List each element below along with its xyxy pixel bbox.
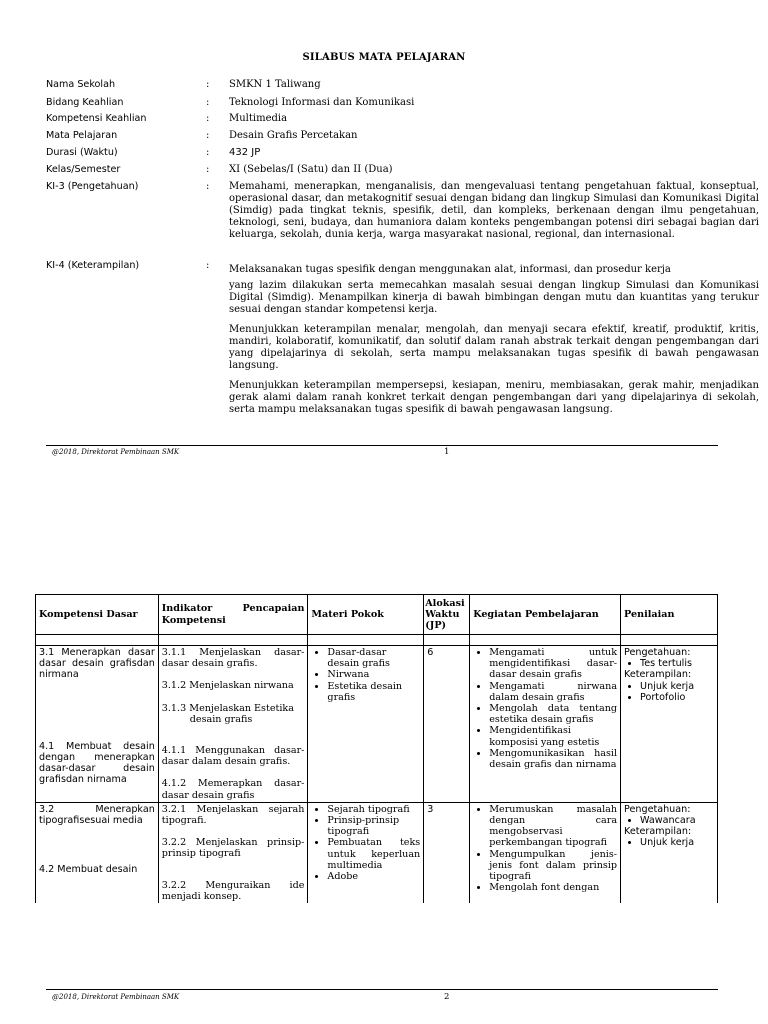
alokasi-cell: 3 — [424, 802, 470, 903]
table-row — [36, 646, 718, 803]
ki4-line1: Melaksanakan tugas spesifik dengan menggunakan alat, informasi, dan prosedur kerja — [229, 264, 671, 275]
colon: : — [206, 130, 210, 141]
colon: : — [206, 147, 210, 158]
field-label: Durasi (Waktu) — [46, 147, 118, 158]
kd-cell — [36, 646, 159, 803]
colon: : — [206, 97, 210, 108]
kd-text: 3.1 Menerapkan dasar dasar desain grafisdan nirmana — [39, 647, 155, 681]
field-value: 432 JP — [229, 147, 261, 158]
field-value: Multimedia — [229, 113, 288, 124]
ipk-item: desain grafis — [189, 713, 253, 725]
footer-rule — [46, 445, 718, 446]
field-value: Teknologi Informasi dan Komunikasi — [229, 97, 415, 108]
ipk-item: 3.2.2 Menjelaskan prinsip-prinsip tipografi — [161, 837, 305, 860]
page-title: SILABUS MATA PELAJARAN — [302, 52, 466, 63]
header-materi-pokok: Materi Pokok — [308, 595, 424, 635]
field-value: Desain Grafis Percetakan — [229, 130, 358, 141]
kd-text: 3.2 Menerapkan tipografisesuai media — [39, 803, 155, 827]
ipk-item: 3.2.2 Menguraikan ide menjadi konsep. — [161, 879, 305, 902]
materi-cell — [308, 802, 424, 903]
pengetahuan-label: Pengetahuan: — [624, 647, 691, 658]
penilaian-item: • Unjuk kerja — [640, 681, 714, 692]
ki4-para3: Menunjukkan keterampilan mempersepsi, kesiapan, meniru, membiasakan, gerak mahir, menjadikan gerak alami dalam ranah konkret terkait dengan pengembangan dari yang dipelajarinya di sekolah, serta mampu melaksanakan tugas spesifik di bawah pengawasan langsung. — [229, 380, 759, 415]
materi-item: • Pembuatan teks untuk keperluan multimedia — [327, 837, 420, 871]
field-label: Kompetensi Keahlian — [46, 113, 147, 124]
pengetahuan-label: Pengetahuan: — [624, 803, 691, 815]
colon: : — [206, 113, 210, 124]
ipk-item: 4.1.1 Menggunakan dasar-dasar dalam desain grafis. — [161, 745, 305, 768]
penilaian-item: • Unjuk kerja — [640, 837, 714, 848]
ki3-text: Memahami, menerapkan, menganalisis, dan mengevaluasi tentang pengetahuan faktual, konseptual, operasional dasar, dan metakognitif sesuai dengan bidang dan lingkup Simulasi dan Komunikasi Digital (Simdig) pada tingkat teknis, spesifik, detil, dan kompleks, berkenaan dengan ilmu pengetahuan, teknologi, seni, budaya, dan humaniora dalam konteks pengembangan potensi diri sebagai bagian dari keluarga, sekolah, dunia kerja, warga masyarakat nasional, regional, dan internasional. — [229, 181, 759, 241]
field-label: Bidang Keahlian — [46, 97, 124, 108]
ipk-item: 4.1.2 Memerapkan dasar-dasar desain grafis — [161, 778, 305, 801]
ipk-item: 3.1.2 Menjelaskan nirwana — [161, 680, 294, 692]
syllabus-table — [35, 594, 718, 903]
ipk-cell — [158, 802, 308, 903]
kegiatan-item: • Mengomunikasikan hasil desain grafis dan nirnama — [489, 748, 617, 770]
keterampilan-label: Keterampilan: — [624, 826, 692, 838]
footer-text: @2018, Direktorat Pembinaan SMK — [52, 993, 180, 1001]
kegiatan-item: • Mengamati untuk mengidentifikasi dasar-dasar desain grafis — [489, 647, 617, 681]
kegiatan-item: • Merumuskan masalah dengan cara mengobservasi perkembangan tipografi — [489, 804, 617, 849]
ipk-item: 3.1.1 Menjelaskan dasar-dasar desain grafis. — [161, 647, 305, 670]
kegiatan-item: • Mengumpulkan jenis-jenis font dalam prinsip tipografi — [489, 849, 617, 883]
kegiatan-cell — [470, 802, 621, 903]
keterampilan-label: Keterampilan: — [624, 669, 692, 681]
colon: : — [206, 181, 210, 192]
blank-row — [36, 635, 718, 646]
page-number: 2 — [444, 992, 450, 1002]
kd-cell — [36, 802, 159, 903]
materi-item: • Nirwana — [327, 669, 420, 680]
ki4-label: KI-4 (Keterampilan) — [46, 260, 140, 271]
penilaian-item: • Wawancara — [640, 815, 714, 826]
colon: : — [206, 260, 210, 271]
field-label: Mata Pelajaran — [46, 130, 118, 141]
kegiatan-cell — [470, 646, 621, 803]
header-alokasi-waktu: Alokasi Waktu (JP) — [424, 595, 470, 635]
header-penilaian: Penilaian — [621, 595, 718, 635]
table-row — [36, 802, 718, 903]
footer-text: @2018, Direktorat Pembinaan SMK — [52, 448, 180, 456]
field-label: Kelas/Semester — [46, 164, 121, 175]
ki4-para1: yang lazim dilakukan serta memecahkan masalah sesuai dengan lingkup Simulasi dan Komunikasi Digital (Simdig). Menampilkan kinerja di bawah bimbingan dengan mutu dan kuantitas yang terukur sesuai dengan standar kompetensi kerja. — [229, 280, 759, 315]
kegiatan-item: • Mengolah data tentang estetika desain grafis — [489, 703, 617, 725]
kegiatan-item: • Mengamati nirwana dalam desain grafis — [489, 681, 617, 703]
penilaian-item: • Portofolio — [640, 692, 714, 703]
footer-rule — [46, 989, 718, 990]
kd-text: 4.1 Membuat desain dengan menerapkan dasar-dasar desain grafisdan nirnama — [39, 740, 155, 786]
header-kegiatan: Kegiatan Pembelajaran — [470, 595, 621, 635]
field-value: XI (Sebelas/I (Satu) dan II (Dua) — [229, 164, 393, 175]
penilaian-cell — [621, 646, 718, 803]
materi-item: • Dasar-dasar desain grafis — [327, 647, 420, 669]
header-kompetensi-dasar: Kompetensi Dasar — [36, 595, 159, 635]
ki3-label: KI-3 (Pengetahuan) — [46, 181, 139, 192]
colon: : — [206, 164, 210, 175]
materi-item: • Sejarah tipografi — [327, 804, 420, 815]
materi-cell — [308, 646, 424, 803]
field-value: SMKN 1 Taliwang — [229, 79, 321, 90]
materi-item: • Adobe — [327, 871, 420, 882]
header-indikator: Indikator Pencapaian Kompetensi — [158, 595, 308, 635]
colon: : — [206, 79, 210, 90]
ipk-item: 3.2.1 Menjelaskan sejarah tipografi. — [161, 803, 305, 827]
page-number: 1 — [444, 447, 450, 457]
table-header-row — [36, 595, 718, 635]
kegiatan-item: • Mengidentifikasi komposisi yang estetis — [489, 725, 617, 747]
field-label: Nama Sekolah — [46, 79, 116, 90]
penilaian-item: • Tes tertulis — [640, 658, 714, 669]
alokasi-cell: 6 — [424, 646, 470, 803]
ipk-cell — [158, 646, 308, 803]
ipk-item: 3.1.3 Menjelaskan Estetika — [161, 702, 294, 714]
materi-item: • Prinsip-prinsip tipografi — [327, 815, 420, 837]
penilaian-cell — [621, 802, 718, 903]
materi-item: • Estetika desain grafis — [327, 681, 420, 703]
kd-text: 4.2 Membuat desain — [39, 864, 138, 876]
ki4-para2: Menunjukkan keterampilan menalar, mengolah, dan menyaji secara efektif, kreatif, produktif, kritis, mandiri, kolaboratif, komunikatif, dan solutif dalam ranah abstrak terkait dengan pengembangan dari yang dipelajarinya di sekolah, serta mampu melaksanakan tugas spesifik di bawah pengawasan langsung. — [229, 324, 759, 371]
kegiatan-item: • Mengolah font dengan — [489, 882, 617, 893]
